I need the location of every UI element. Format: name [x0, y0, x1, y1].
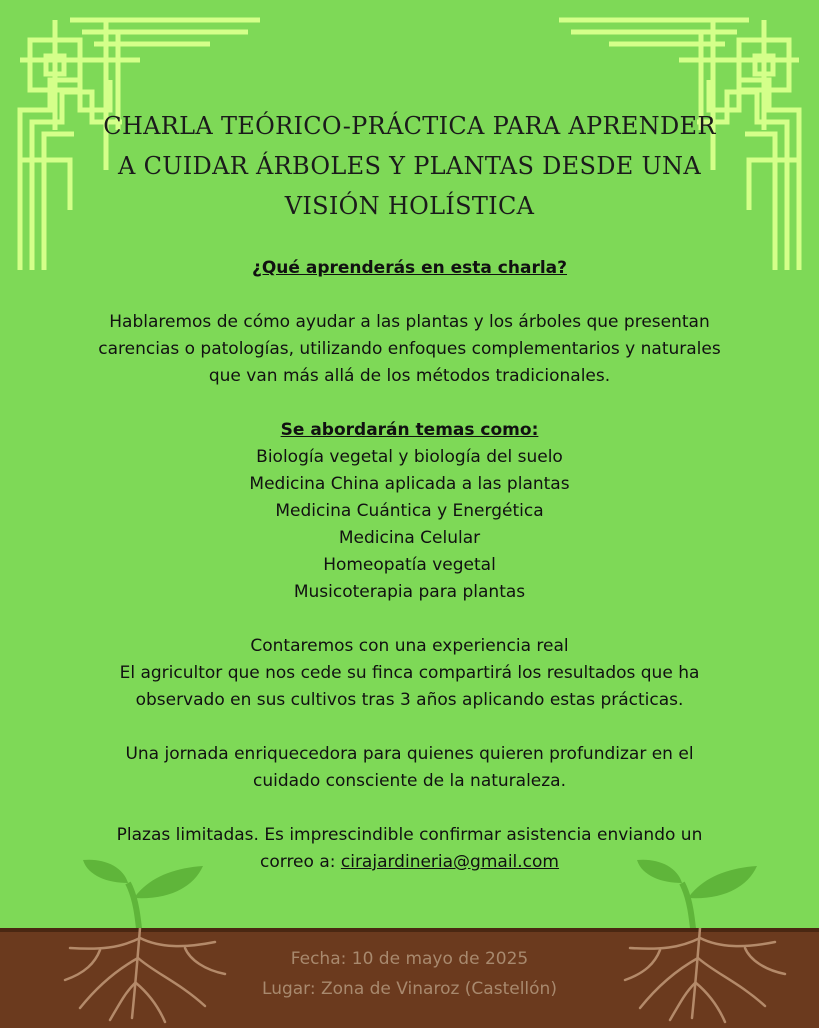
experience-line-2: El agricultor que nos cede su finca compartirá los resultados que ha [119, 663, 700, 683]
topic-item: Homeopatía vegetal [323, 555, 496, 575]
title-line-2: A CUIDAR ÁRBOLES Y PLANTAS DESDE UNA [118, 152, 701, 180]
topic-item: Medicina Celular [338, 528, 481, 548]
content-body [40, 255, 779, 876]
intro-line-2: carencias o patologías, utilizando enfoques complementarios y naturales [98, 339, 721, 359]
section-heading-topics: Se abordarán temas como: [280, 420, 539, 440]
topic-item: Medicina Cuántica y Energética [275, 501, 544, 521]
section-heading-learn: ¿Qué aprenderás en esta charla? [251, 258, 568, 278]
event-details [0, 944, 819, 1004]
rsvp-prefix: correo a: [260, 852, 341, 872]
intro-line-1: Hablaremos de cómo ayudar a las plantas y los árboles que presentan [109, 312, 710, 332]
sprout-icon [78, 838, 208, 938]
title-line-3: VISIÓN HOLÍSTICA [284, 192, 535, 220]
page-title [40, 106, 779, 226]
event-place: Lugar: Zona de Vinaroz (Castellón) [262, 979, 557, 999]
topic-item: Musicoterapia para plantas [293, 582, 526, 602]
closing-line-1: Una jornada enriquecedora para quienes quieren profundizar en el [125, 744, 694, 764]
event-date: Fecha: 10 de mayo de 2025 [290, 949, 529, 969]
experience-line-3: observado en sus cultivos tras 3 años aplicando estas prácticas. [135, 690, 684, 710]
rsvp-line-1: Plazas limitadas. Es imprescindible confirmar asistencia enviando un [116, 825, 703, 845]
topic-item: Biología vegetal y biología del suelo [256, 447, 563, 467]
sprout-icon [632, 838, 762, 938]
experience-line-1: Contaremos con una experiencia real [250, 636, 569, 656]
topic-item: Medicina China aplicada a las plantas [249, 474, 570, 494]
intro-line-3: que van más allá de los métodos tradicionales. [208, 366, 611, 386]
title-line-1: CHARLA TEÓRICO-PRÁCTICA PARA APRENDER [103, 112, 716, 140]
closing-line-2: cuidado consciente de la naturaleza. [252, 771, 567, 791]
email-link[interactable]: cirajardineria@gmail.com [340, 852, 559, 872]
